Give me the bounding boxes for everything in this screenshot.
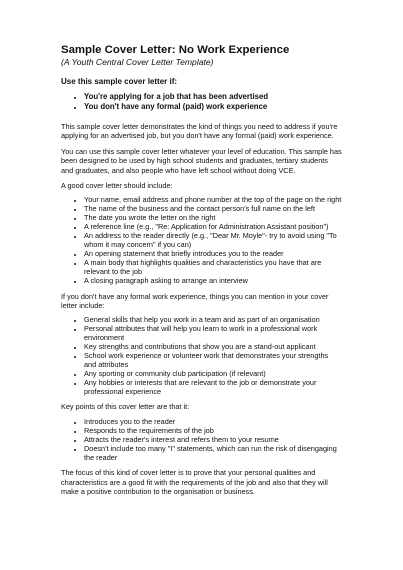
list-item: • Introduces you to the reader [84,418,342,427]
document-subtitle: (A Youth Central Cover Letter Template) [61,57,214,67]
list-item: • A main body that highlights qualities and characteristics you have that are relevant to the job [84,259,342,277]
use-list [61,92,342,112]
list-item: • Any sporting or community club participation (if relevant) [84,370,342,379]
mention-list [61,316,342,396]
paragraph-intro: This sample cover letter demonstrates the kind of things you need to address if you're applying for an advertised job, but you don't have any formal (paid) work experience. [61,122,338,141]
list-item: • You're applying for a job that has been advertised [84,92,342,102]
list-item: • An address to the reader directly (e.g., "Dear Mr. Moyle"- try to avoid using "To whom it may concern" if you can) [84,232,342,250]
key-points-list [61,418,342,463]
list-item: • A closing paragraph asking to arrange an interview [84,277,342,286]
list-item: • Attracts the reader's interest and refers them to your resume [84,436,342,445]
list-item: • Any hobbies or interests that are relevant to the job or demonstrate your professional experience [84,379,342,397]
list-item: • Your name, email address and phone number at the top of the page on the right [84,196,342,205]
list-item: • The date you wrote the letter on the right [84,214,342,223]
list-item: • General skills that help you work in a team and as part of an organisation [84,316,342,325]
list-item: • An opening statement that briefly introduces you to the reader [84,250,342,259]
list-item: • The name of the business and the contact person's full name on the left [84,205,342,214]
include-list [61,196,342,285]
paragraph-key-points-heading: Key points of this cover letter are that it: [61,402,190,412]
list-item: • A reference line (e.g., "Re: Application for Administration Assistant position") [84,223,342,232]
document-title: Sample Cover Letter: No Work Experience [61,44,290,56]
paragraph-mention-heading: If you don't have any formal work experience, things you can mention in your cover letter include: [61,291,329,310]
list-item: • Responds to the requirements of the job [84,427,342,436]
list-item: • Key strengths and contributions that show you are a stand-out applicant [84,343,342,352]
list-item: • School work experience or volunteer work that demonstrates your strengths and attributes [84,352,342,370]
paragraph-include-heading: A good cover letter should include: [61,181,173,191]
list-item: • Doesn't include too many "I" statements, which can run the risk of disengaging the reader [84,445,342,463]
paragraph-focus: The focus of this kind of cover letter is to prove that your personal qualities and characteristics are a good fit with the requirements of the job and also that they will make a positive contribution to the organisation or business. [61,468,328,497]
list-item: • Personal attributes that will help you learn to work in a professional work environment [84,325,342,343]
use-label: Use this sample cover letter if: [61,77,178,86]
paragraph-education: You can use this sample cover letter whatever your level of education. This sample has been designed to be used by high school students and graduates, tertiary students and graduates, and also people who have left school without doing VCE. [61,146,342,175]
list-item: • You don't have any formal (paid) work experience [84,102,342,112]
